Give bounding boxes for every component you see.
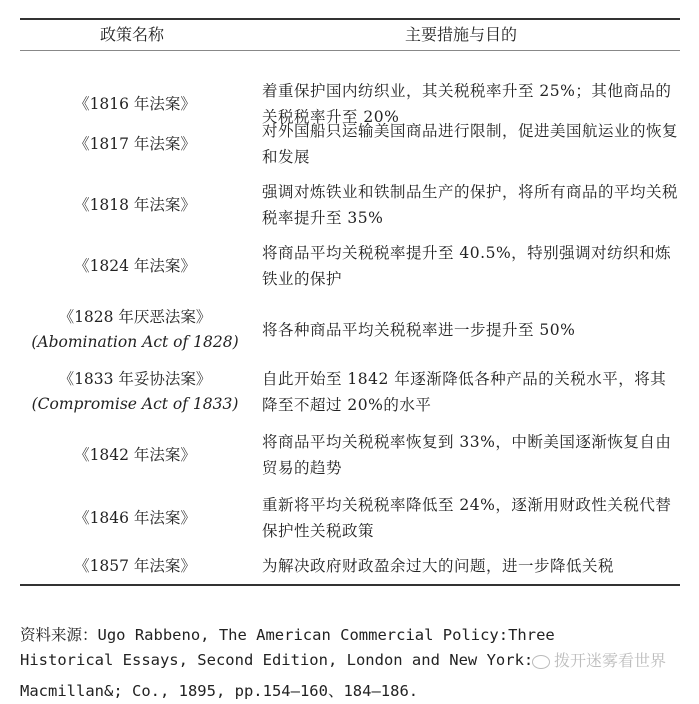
table-top-rule: [20, 18, 680, 20]
table-row: [20, 429, 680, 481]
policy-name: 《1828 年厌恶法案》: [58, 308, 212, 326]
policy-name: 《1842 年法案》: [74, 445, 196, 464]
table-row: [20, 366, 680, 418]
table-row: [20, 118, 680, 170]
header-measures: 主要措施与目的: [405, 25, 518, 44]
policy-name-en: (Compromise Act of 1833): [31, 395, 239, 413]
watermark-text: 拨开迷雾看世界: [554, 651, 667, 670]
table-row: [20, 304, 680, 356]
header-policy-name: 政策名称: [100, 25, 165, 44]
source-line: 资料来源：Ugo Rabbeno, The American Commercial Policy:Three: [20, 626, 555, 644]
table-row: [20, 179, 680, 231]
policy-desc: 重新将平均关税税率降低至 24%，逐渐用财政性关税代替保护性关税政策: [262, 496, 672, 540]
policy-name: 《1846 年法案》: [74, 508, 196, 527]
table-row: [20, 240, 680, 292]
policy-desc: 将商品平均关税税率恢复到 33%，中断美国逐渐恢复自由贸易的趋势: [262, 433, 672, 477]
watermark: [532, 648, 666, 671]
table-row: [20, 553, 680, 579]
policy-name: 《1817 年法案》: [74, 134, 196, 153]
policy-name: 《1857 年法案》: [74, 556, 196, 575]
source-line: Historical Essays, Second Edition, London and New York:: [20, 651, 534, 669]
policy-desc: 着重保护国内纺织业，其关税税率升至 25%；其他商品的关税税率升至 20%: [262, 82, 672, 126]
policy-desc: 对外国船只运输美国商品进行限制，促进美国航运业的恢复和发展: [262, 122, 679, 166]
table-row: [20, 492, 680, 544]
policy-desc: 强调对炼铁业和铁制品生产的保护，将所有商品的平均关税税率提升至 35%: [262, 183, 679, 227]
table-bottom-rule: [20, 584, 680, 586]
source-line: Macmillan&; Co., 1895, pp.154—160、184—186.: [20, 682, 419, 700]
header-rule: [20, 50, 680, 51]
policy-name: 《1818 年法案》: [74, 195, 196, 214]
policy-name-en: (Abomination Act of 1828): [31, 333, 239, 351]
policy-desc: 自此开始至 1842 年逐渐降低各种产品的关税水平，将其降至不超过 20%的水平: [262, 370, 667, 414]
policy-desc: 为解决政府财政盈余过大的问题，进一步降低关税: [262, 557, 615, 575]
policy-name: 《1816 年法案》: [74, 94, 196, 113]
policy-name: 《1833 年妥协法案》: [58, 370, 212, 388]
policy-desc: 将商品平均关税税率提升至 40.5%，特别强调对纺织和炼铁业的保护: [262, 244, 672, 288]
policy-name: 《1824 年法案》: [74, 256, 196, 275]
policy-desc: 将各种商品平均关税税率进一步提升至 50%: [262, 321, 576, 339]
wechat-icon: [532, 655, 550, 669]
